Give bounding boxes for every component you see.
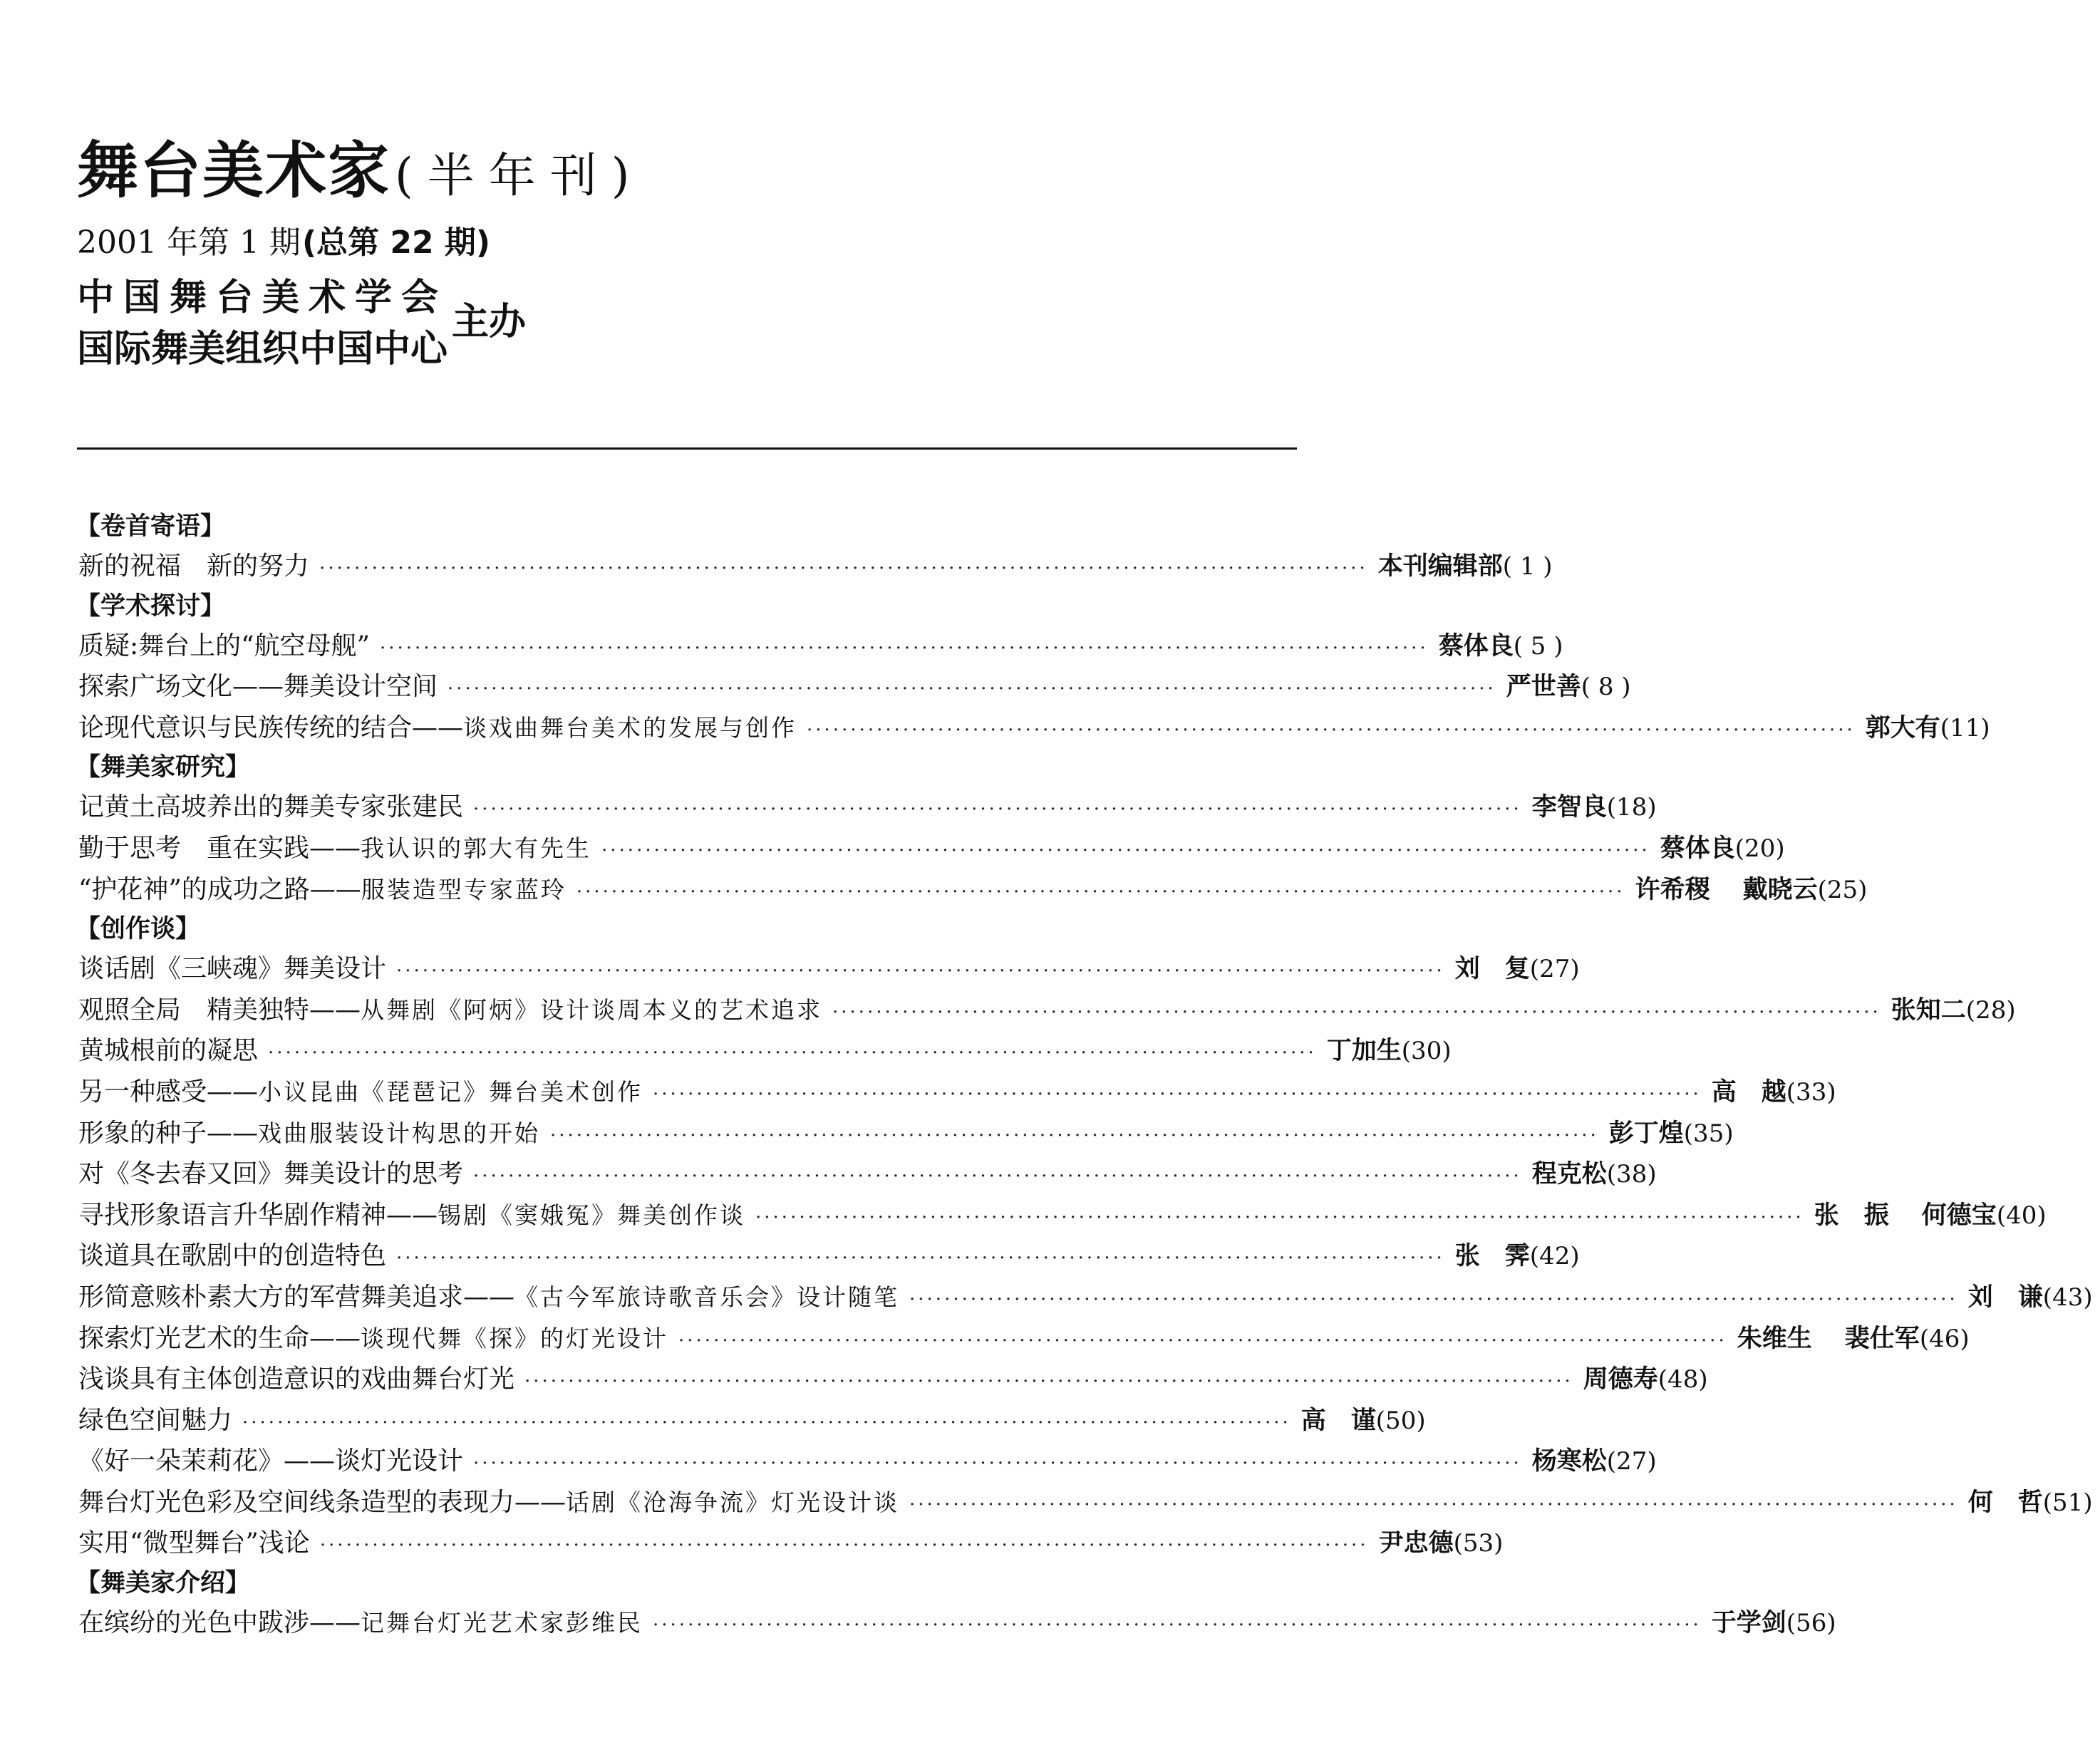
section-heading: 【舞美家研究】 xyxy=(76,753,251,782)
leader-dots: ························································································································ xyxy=(319,1535,1369,1557)
journal-title: 舞台美术家 xyxy=(77,135,390,207)
toc-entry xyxy=(78,1400,1426,1441)
entry-author: 于学剑 xyxy=(1711,1609,1786,1638)
toc-entry xyxy=(78,1441,1657,1482)
leader-dots: ························································································································ xyxy=(678,1330,1727,1352)
leader-dots: ························································································································ xyxy=(379,637,1429,659)
leader-dots: ························································································································ xyxy=(242,1412,1291,1434)
entry-title: 寻找形象语言升华剧作精神—— xyxy=(78,1200,438,1230)
entry-author: 蔡体良 xyxy=(1660,834,1735,863)
entry-author: 高 谨 xyxy=(1300,1406,1376,1435)
toc-entry xyxy=(78,990,2016,1031)
leader-dots: ························································································································ xyxy=(473,1453,1522,1475)
entry-title: 对《冬去春又回》舞美设计的思考 xyxy=(78,1159,464,1189)
toc-entry xyxy=(78,1482,2093,1523)
toc-entry xyxy=(78,1030,1452,1072)
entry-page: (18) xyxy=(1606,793,1657,822)
entry-title: 谈道具在歌剧中的创造特色 xyxy=(78,1241,387,1271)
section-heading: 【创作谈】 xyxy=(76,915,201,944)
toc-entry xyxy=(78,948,1580,990)
entry-page: (27) xyxy=(1606,1447,1657,1476)
leader-dots: ························································································································ xyxy=(448,678,1496,700)
entry-subtitle: 话剧《沧海争流》灯光设计谈 xyxy=(566,1488,900,1516)
entry-page: (50) xyxy=(1375,1406,1426,1435)
entry-title: 谈话剧《三峡魂》舞美设计 xyxy=(78,954,387,984)
toc-entry xyxy=(78,1195,2047,1236)
entry-title: 探索广场文化——舞美设计空间 xyxy=(78,672,438,702)
entry-title: “护花神”的成功之路—— xyxy=(78,874,361,904)
leader-dots: ························································································································ xyxy=(396,1248,1445,1270)
entry-title: 在缤纷的光色中跋涉—— xyxy=(78,1608,361,1638)
entry-subtitle: 谈现代舞《探》的灯光设计 xyxy=(361,1324,669,1352)
toc-entry xyxy=(78,1277,2093,1318)
entry-author: 郭大有 xyxy=(1865,713,1940,742)
entry-author: 周德寿 xyxy=(1583,1365,1658,1394)
entry-page: (27) xyxy=(1529,955,1580,984)
entry-title: 形象的种子—— xyxy=(78,1118,259,1148)
entry-page: (33) xyxy=(1786,1077,1836,1107)
entry-author: 严世善 xyxy=(1506,673,1581,702)
sponsor-role: 主办 xyxy=(452,300,527,343)
entry-subtitle: 从舞剧《阿炳》设计谈周本义的艺术追求 xyxy=(361,995,823,1024)
section-heading: 【学术探讨】 xyxy=(76,591,226,621)
toc-entry xyxy=(78,666,1631,708)
entry-author: 戴晓云 xyxy=(1742,875,1818,904)
entry-author: 杨寒松 xyxy=(1531,1447,1607,1476)
entry-page: (35) xyxy=(1683,1119,1734,1148)
toc-entry xyxy=(78,1523,1504,1564)
entry-page: (25) xyxy=(1817,875,1868,904)
toc-entry xyxy=(78,1072,1836,1113)
entry-subtitle: 《古今军旅诗歌音乐会》设计随笔 xyxy=(514,1283,900,1311)
toc-entry xyxy=(78,1359,1708,1400)
entry-page: (43) xyxy=(2042,1283,2093,1312)
entry-author: 刘 谦 xyxy=(1967,1283,2043,1312)
entry-title: 勤于思考 重在实践—— xyxy=(78,833,361,863)
journal-frequency: (半年刊) xyxy=(395,148,644,203)
leader-dots: ························································································································ xyxy=(653,1083,1702,1105)
entry-subtitle: 锡剧《窦娥冤》舞美创作谈 xyxy=(438,1201,746,1229)
entry-subtitle: 小议昆曲《琵琶记》舞台美术创作 xyxy=(258,1077,643,1106)
issue-number: 2001 年第 1 期 xyxy=(77,224,301,261)
toc-entry xyxy=(78,869,1868,911)
leader-dots: ························································································································ xyxy=(653,1615,1702,1637)
entry-subtitle: 谈戏曲舞台美术的发展与创作 xyxy=(463,713,797,742)
entry-subtitle: 记舞台灯光艺术家彭维民 xyxy=(361,1609,643,1637)
entry-author: 何 哲 xyxy=(1967,1488,2043,1517)
leader-dots: ························································································································ xyxy=(473,1166,1522,1188)
leader-dots: ························································································································ xyxy=(601,839,1650,861)
entry-page: ( 5 ) xyxy=(1513,631,1563,661)
entry-author: 本刊编辑部 xyxy=(1377,552,1503,581)
entry-author: 彭丁煌 xyxy=(1608,1119,1684,1148)
entry-title: 绿色空间魅力 xyxy=(78,1405,233,1435)
entry-author: 何德宝 xyxy=(1921,1201,1997,1230)
issue-total: (总第 22 期) xyxy=(301,224,491,261)
entry-page: (40) xyxy=(1996,1201,2047,1230)
entry-author: 程克松 xyxy=(1531,1160,1607,1189)
toc-entry xyxy=(78,828,1785,869)
toc-entry xyxy=(78,1113,1734,1154)
entry-title: 实用“微型舞台”浅论 xyxy=(78,1528,310,1558)
leader-dots: ························································································································ xyxy=(550,1124,1599,1146)
section-heading: 【舞美家介绍】 xyxy=(76,1569,251,1598)
sponsor-names xyxy=(77,272,448,375)
toc-entry xyxy=(78,626,1563,667)
entry-title: 浅谈具有主体创造意识的戏曲舞台灯光 xyxy=(78,1364,515,1394)
leader-dots: ························································································································ xyxy=(396,960,1445,983)
entry-page: (53) xyxy=(1453,1529,1504,1558)
entry-title: 黄城根前的凝思 xyxy=(78,1036,259,1066)
issue-line xyxy=(77,217,644,262)
entry-coauthor: 许希稷 xyxy=(1635,875,1710,904)
entry-author: 张 霁 xyxy=(1454,1242,1530,1271)
entry-title: 另一种感受—— xyxy=(78,1077,259,1107)
entry-title: 新的祝福 新的努力 xyxy=(78,551,310,581)
toc-entry xyxy=(78,1236,1580,1277)
entry-title: 形简意赅朴素大方的军营舞美追求—— xyxy=(78,1282,515,1312)
entry-page: (46) xyxy=(1919,1324,1970,1353)
entry-author: 张知二 xyxy=(1890,995,1966,1025)
title-row xyxy=(77,121,644,209)
leader-dots: ························································································································ xyxy=(909,1493,1958,1516)
entry-page: (56) xyxy=(1786,1609,1836,1638)
entry-page: (28) xyxy=(1965,995,2016,1025)
leader-dots: ························································································································ xyxy=(807,719,1856,741)
entry-author: 裴仕军 xyxy=(1844,1324,1920,1353)
sponsors xyxy=(77,272,644,375)
toc-entry xyxy=(78,1154,1657,1195)
masthead xyxy=(77,121,644,375)
leader-dots: ························································································································ xyxy=(268,1042,1317,1065)
entry-page: (38) xyxy=(1606,1160,1657,1189)
entry-subtitle: 戏曲服装设计构思的开始 xyxy=(258,1119,541,1147)
sponsor-1: 中国舞台美术学会 xyxy=(77,276,448,319)
leader-dots: ························································································································ xyxy=(909,1288,1958,1310)
entry-title: 观照全局 精美独特—— xyxy=(78,995,361,1025)
entry-page: (51) xyxy=(2042,1488,2093,1517)
entry-page: (11) xyxy=(1940,713,1990,742)
entry-author: 高 越 xyxy=(1711,1077,1786,1107)
entry-title: 质疑:舞台上的“航空母舰” xyxy=(78,631,370,661)
entry-title: 探索灯光艺术的生命—— xyxy=(78,1323,361,1353)
table-of-contents xyxy=(76,507,2093,1644)
entry-title: 舞台灯光色彩及空间线条造型的表现力—— xyxy=(78,1487,567,1517)
entry-page: (30) xyxy=(1401,1037,1452,1066)
toc-entry xyxy=(78,787,1657,828)
divider-rule xyxy=(77,447,1297,450)
leader-dots: ························································································································ xyxy=(576,881,1625,903)
entry-title: 论现代意识与民族传统的结合—— xyxy=(78,713,464,742)
entry-page: (48) xyxy=(1657,1365,1708,1394)
leader-dots: ························································································································ xyxy=(524,1371,1573,1393)
entry-subtitle: 服装造型专家蓝玲 xyxy=(361,875,567,903)
entry-author: 尹忠德 xyxy=(1378,1529,1454,1558)
entry-title: 记黄土高坡养出的舞美专家张建民 xyxy=(78,792,464,822)
entry-coauthor: 张 振 xyxy=(1814,1201,1889,1230)
entry-author: 蔡体良 xyxy=(1438,631,1514,661)
toc-entry xyxy=(78,1602,1836,1644)
leader-dots: ························································································································ xyxy=(755,1206,1804,1228)
entry-page: (42) xyxy=(1529,1242,1580,1271)
entry-author: 刘 复 xyxy=(1454,955,1530,984)
entry-page: ( 8 ) xyxy=(1581,673,1631,702)
entry-title: 《好一朵茉莉花》——谈灯光设计 xyxy=(78,1446,464,1476)
toc-entry xyxy=(78,708,1990,749)
leader-dots: ························································································································ xyxy=(832,1001,1881,1023)
entry-page: ( 1 ) xyxy=(1502,552,1553,581)
entry-page: (20) xyxy=(1734,834,1785,863)
toc-entry xyxy=(78,546,1553,587)
entry-coauthor: 朱维生 xyxy=(1737,1324,1812,1353)
sponsor-2: 国际舞美组织中国中心 xyxy=(77,328,448,371)
entry-author: 李智良 xyxy=(1531,793,1607,822)
leader-dots: ························································································································ xyxy=(473,799,1522,821)
leader-dots: ························································································································ xyxy=(319,558,1368,579)
section-heading: 【卷首寄语】 xyxy=(76,512,226,541)
entry-subtitle: 我认识的郭大有先生 xyxy=(361,834,592,862)
entry-author: 丁加生 xyxy=(1326,1037,1402,1066)
toc-entry xyxy=(78,1318,1970,1360)
